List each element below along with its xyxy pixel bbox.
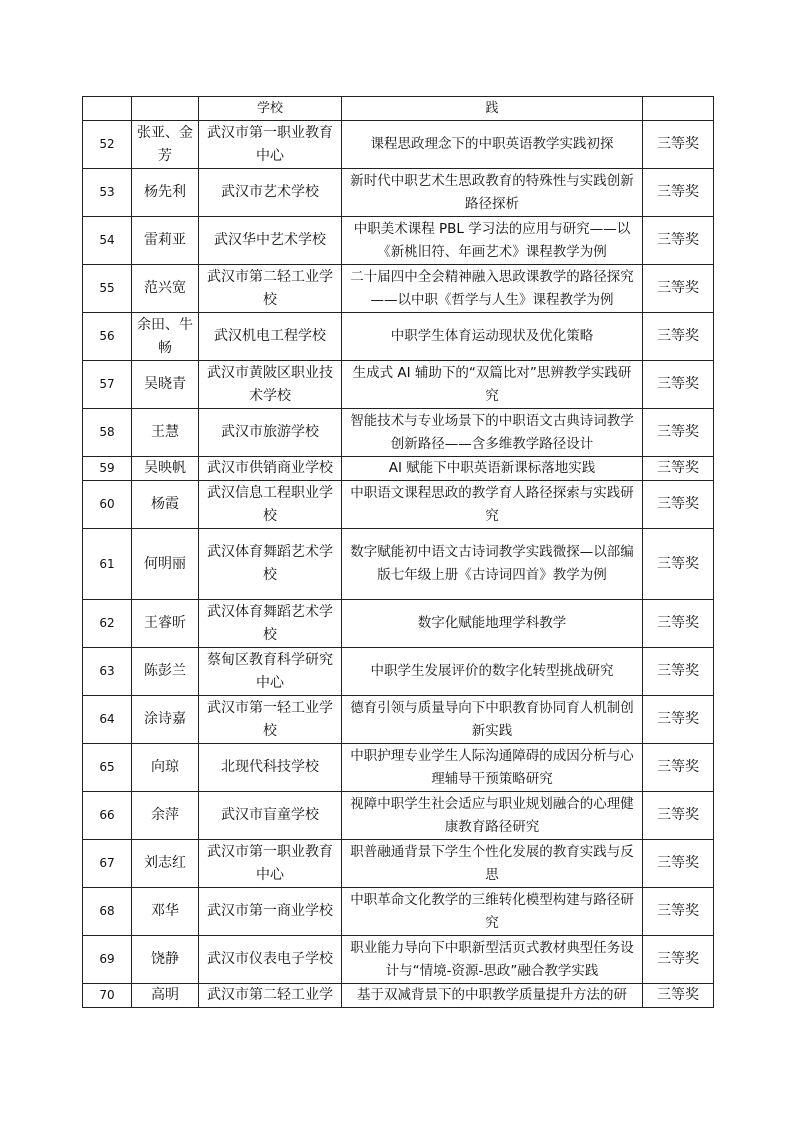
row-name: 饶静 [132,936,199,984]
row-no: 59 [83,457,132,481]
row-no: 64 [83,696,132,744]
row-name: 吴晓青 [132,361,199,409]
row-award: 三等奖 [643,792,714,840]
row-award: 三等奖 [643,169,714,217]
row-school: 武汉体育舞蹈艺术学校 [199,600,342,648]
row-award: 三等奖 [643,600,714,648]
table-row [83,888,714,936]
row-name: 陈彭兰 [132,648,199,696]
row-school: 武汉市旅游学校 [199,409,342,457]
row-no: 58 [83,409,132,457]
row-title: 数字赋能初中语文古诗词教学实践微探—以部编版七年级上册《古诗词四首》教学为例 [342,529,643,600]
header-name [132,97,199,121]
table-row [83,529,714,600]
row-name: 杨霞 [132,481,199,529]
row-title: 数字化赋能地理学科教学 [342,600,643,648]
row-no: 68 [83,888,132,936]
row-school: 武汉市供销商业学校 [199,457,342,481]
row-name: 刘志红 [132,840,199,888]
row-award: 三等奖 [643,984,714,1008]
row-award: 三等奖 [643,265,714,313]
row-title: 二十届四中全会精神融入思政课教学的路径探究——以中职《哲学与人生》课程教学为例 [342,265,643,313]
table-row [83,217,714,265]
row-title: 中职语文课程思政的教学育人路径探索与实践研究 [342,481,643,529]
row-school: 武汉市第二轻工业学校 [199,265,342,313]
row-name: 向琼 [132,744,199,792]
table-row [83,744,714,792]
row-no: 66 [83,792,132,840]
row-school: 武汉市仪表电子学校 [199,936,342,984]
row-school: 武汉市第一轻工业学校 [199,696,342,744]
table-row [83,121,714,169]
row-name: 高明 [132,984,199,1008]
header-no [83,97,132,121]
row-no: 54 [83,217,132,265]
row-title: 新时代中职艺术生思政教育的特殊性与实践创新路径探析 [342,169,643,217]
row-name: 余田、牛畅 [132,313,199,361]
table-row [83,481,714,529]
row-award: 三等奖 [643,121,714,169]
row-no: 53 [83,169,132,217]
row-title: 中职学生发展评价的数字化转型挑战研究 [342,648,643,696]
header-title: 践 [342,97,643,121]
row-title: 中职护理专业学生人际沟通障碍的成因分析与心理辅导干预策略研究 [342,744,643,792]
row-no: 57 [83,361,132,409]
row-award: 三等奖 [643,744,714,792]
row-award: 三等奖 [643,648,714,696]
table-row [83,409,714,457]
row-name: 何明丽 [132,529,199,600]
row-school: 武汉市艺术学校 [199,169,342,217]
table-row [83,361,714,409]
row-school: 武汉市黄陂区职业技术学校 [199,361,342,409]
row-title: 课程思政理念下的中职英语教学实践初探 [342,121,643,169]
row-school: 武汉市盲童学校 [199,792,342,840]
row-title: 生成式 AI 辅助下的“双篇比对”思辨教学实践研究 [342,361,643,409]
row-name: 杨先利 [132,169,199,217]
row-no: 62 [83,600,132,648]
row-award: 三等奖 [643,481,714,529]
table-row [83,792,714,840]
row-no: 52 [83,121,132,169]
row-title: 视障中职学生社会适应与职业规划融合的心理健康教育路径研究 [342,792,643,840]
row-no: 65 [83,744,132,792]
table-row [83,840,714,888]
table-row [83,648,714,696]
table-row [83,313,714,361]
row-school: 武汉市第一职业教育中心 [199,840,342,888]
table-header-row [83,97,714,121]
row-name: 涂诗嘉 [132,696,199,744]
row-name: 吴映帆 [132,457,199,481]
row-name: 范兴宽 [132,265,199,313]
row-title: 智能技术与专业场景下的中职语文古典诗词教学创新路径——含多维教学路径设计 [342,409,643,457]
row-title: 德育引领与质量导向下中职教育协同育人机制创新实践 [342,696,643,744]
row-school: 北现代科技学校 [199,744,342,792]
row-no: 70 [83,984,132,1008]
row-title: 中职革命文化教学的三维转化模型构建与路径研究 [342,888,643,936]
row-award: 三等奖 [643,361,714,409]
row-title: AI 赋能下中职英语新课标落地实践 [342,457,643,481]
row-title: 职业能力导向下中职新型活页式教材典型任务设计与“情境-资源-思政”融合教学实践 [342,936,643,984]
row-title: 基于双减背景下的中职教学质量提升方法的研 [342,984,643,1008]
row-award: 三等奖 [643,217,714,265]
row-title: 职普融通背景下学生个性化发展的教育实践与反思 [342,840,643,888]
table-row [83,984,714,1008]
table-row [83,265,714,313]
row-name: 王慧 [132,409,199,457]
row-no: 63 [83,648,132,696]
row-no: 56 [83,313,132,361]
row-award: 三等奖 [643,696,714,744]
row-school: 武汉市第二轻工业学 [199,984,342,1008]
row-no: 69 [83,936,132,984]
row-award: 三等奖 [643,313,714,361]
table-row [83,600,714,648]
row-school: 蔡甸区教育科学研究中心 [199,648,342,696]
row-name: 王睿昕 [132,600,199,648]
row-school: 武汉市第一商业学校 [199,888,342,936]
row-award: 三等奖 [643,840,714,888]
row-school: 武汉机电工程学校 [199,313,342,361]
header-school: 学校 [199,97,342,121]
table-row [83,457,714,481]
row-title: 中职学生体育运动现状及优化策略 [342,313,643,361]
row-award: 三等奖 [643,529,714,600]
table-row [83,169,714,217]
row-school: 武汉体育舞蹈艺术学校 [199,529,342,600]
row-school: 武汉华中艺术学校 [199,217,342,265]
header-award [643,97,714,121]
row-name: 余萍 [132,792,199,840]
row-name: 邓华 [132,888,199,936]
row-title: 中职美术课程 PBL 学习法的应用与研究——以《新桃旧符、年画艺术》课程教学为例 [342,217,643,265]
row-no: 67 [83,840,132,888]
row-no: 60 [83,481,132,529]
table-row [83,936,714,984]
row-school: 武汉信息工程职业学校 [199,481,342,529]
award-table [82,96,714,1008]
row-name: 张亚、金芳 [132,121,199,169]
row-name: 雷莉亚 [132,217,199,265]
row-award: 三等奖 [643,409,714,457]
table-row [83,696,714,744]
row-no: 61 [83,529,132,600]
row-award: 三等奖 [643,936,714,984]
row-no: 55 [83,265,132,313]
row-school: 武汉市第一职业教育中心 [199,121,342,169]
row-award: 三等奖 [643,888,714,936]
row-award: 三等奖 [643,457,714,481]
